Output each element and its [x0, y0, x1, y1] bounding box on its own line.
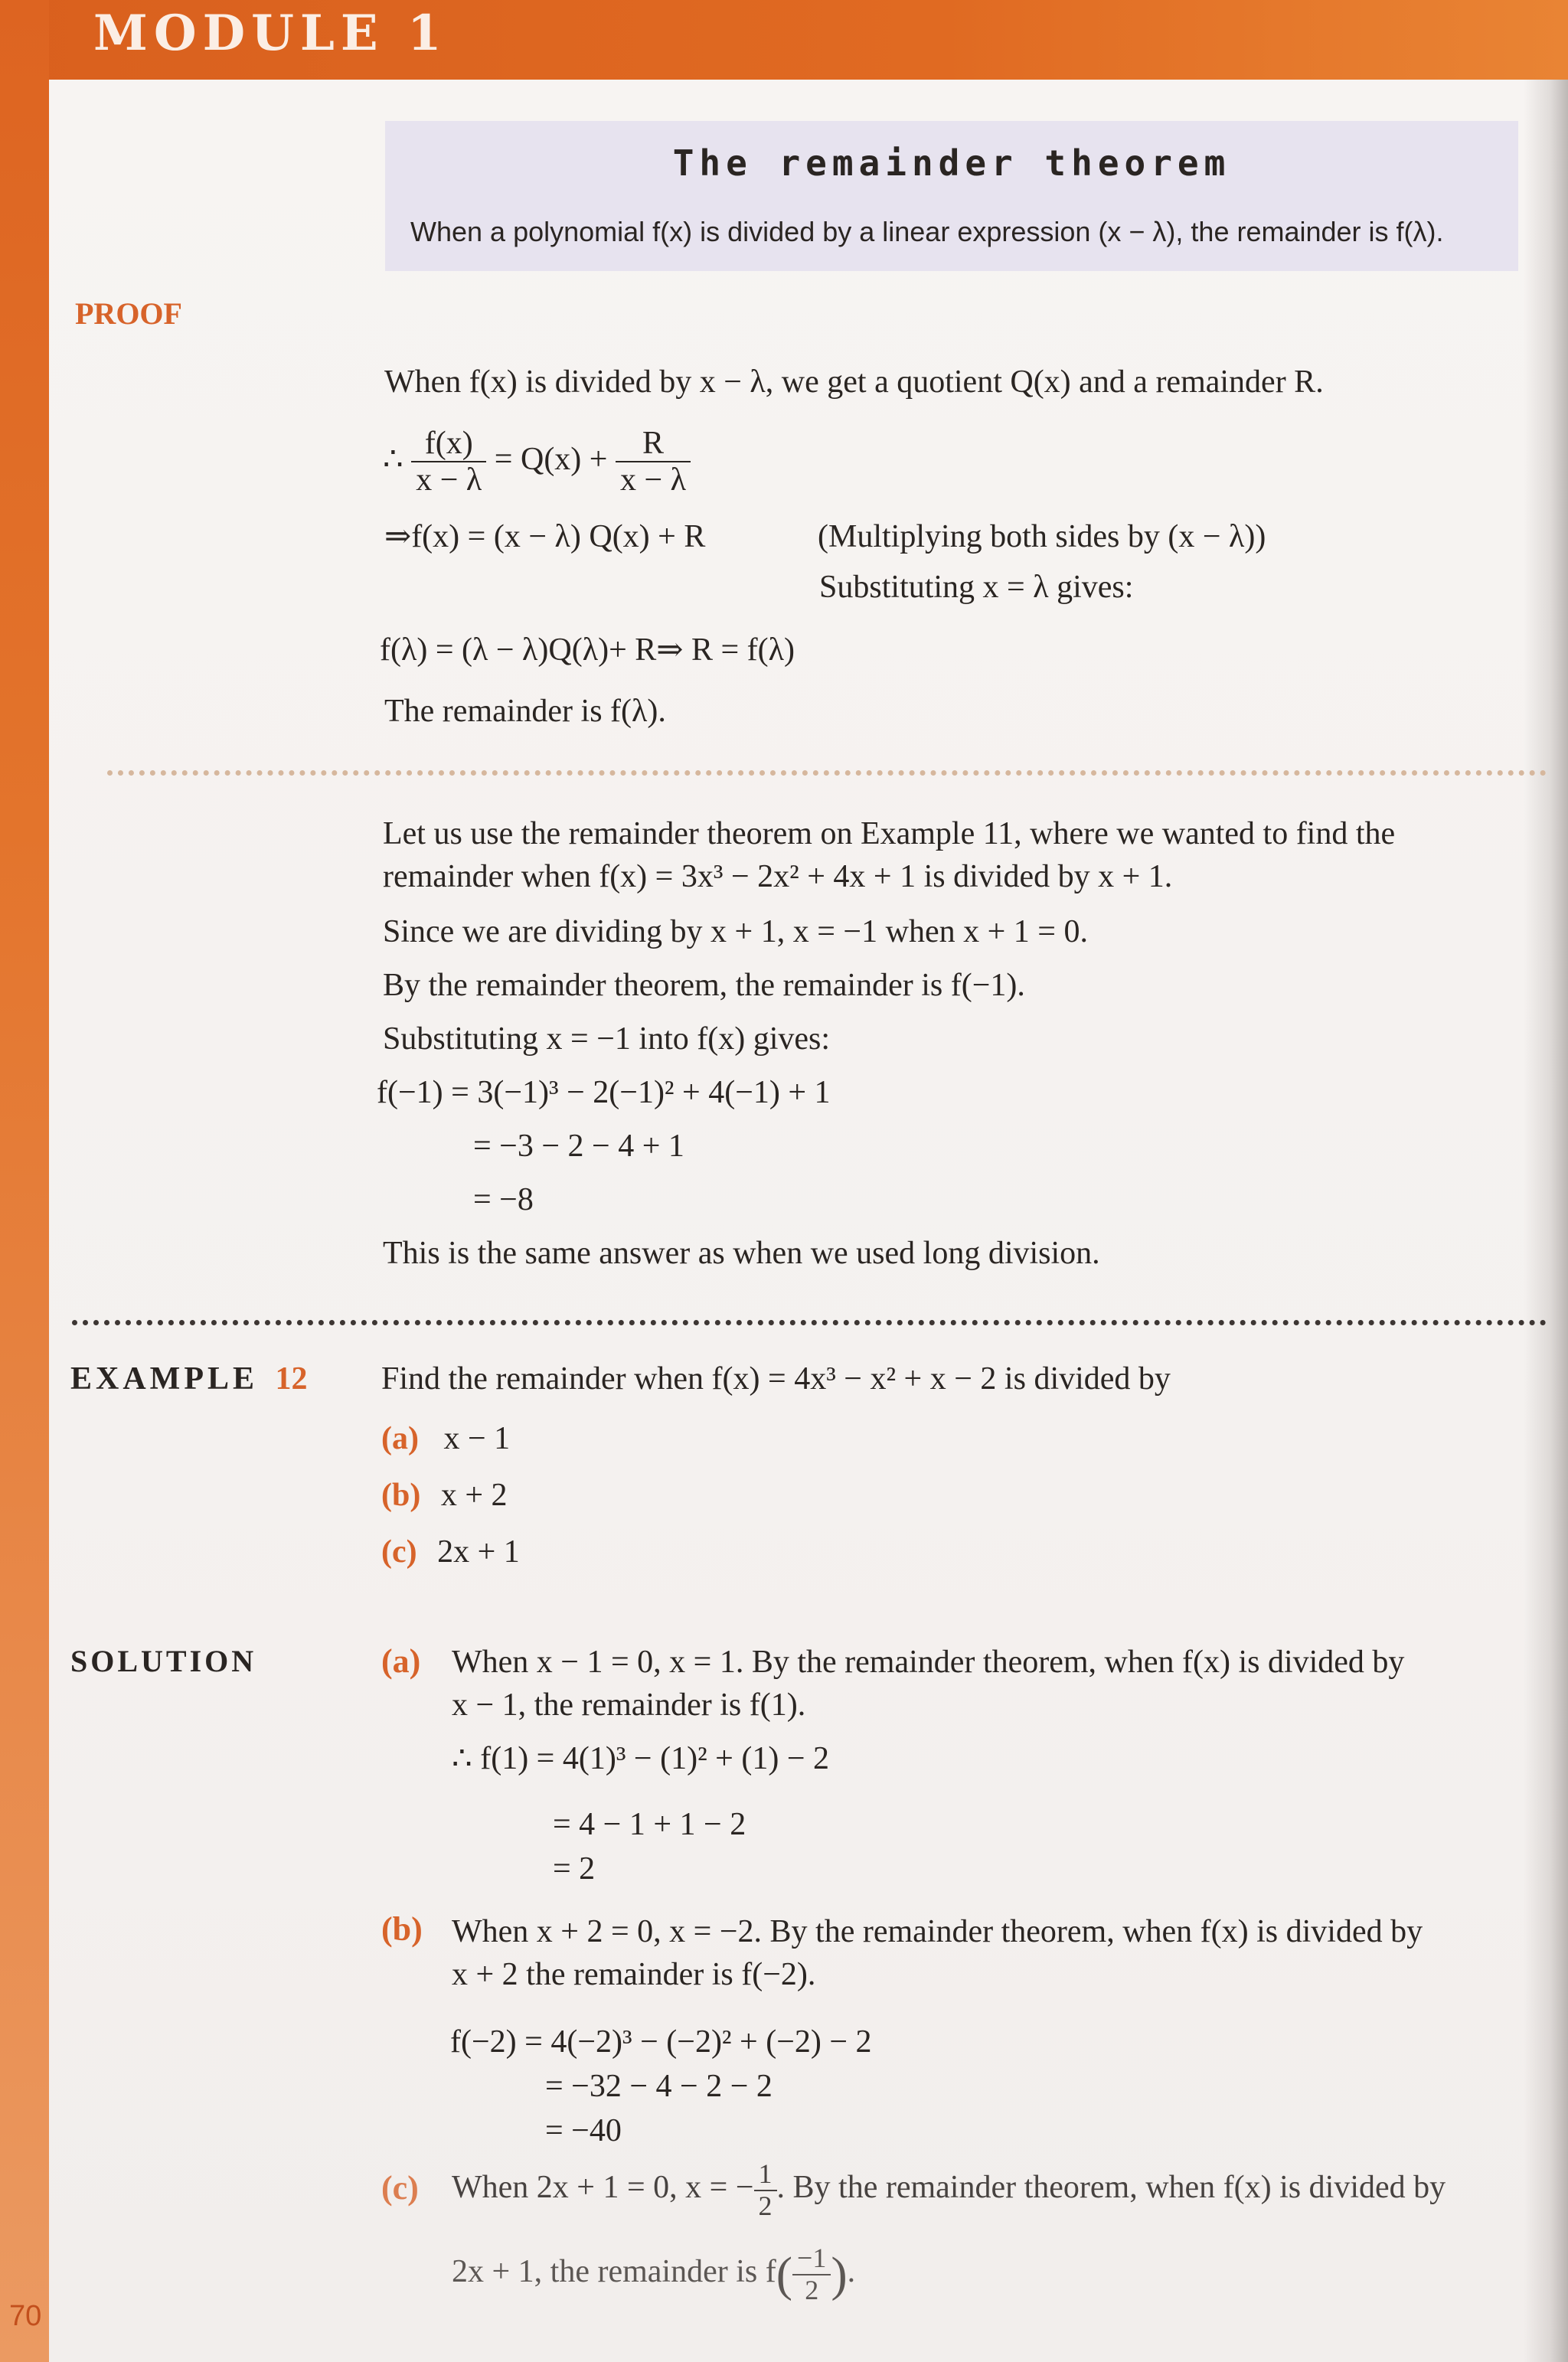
proof-line-1: When f(x) is divided by x − λ, we get a quotient Q(x) and a remainder R.	[384, 364, 1324, 400]
theorem-title: The remainder theorem	[672, 142, 1231, 184]
dotted-divider-dark	[72, 1320, 1547, 1325]
fraction-denominator: x − λ	[416, 462, 482, 498]
application-line-6: f(−1) = 3(−1)³ − 2(−1)² + 4(−1) + 1	[377, 1075, 831, 1110]
page-number: 70	[9, 2300, 42, 2332]
example-label: EXAMPLE	[70, 1361, 258, 1397]
solution-b-line-2: x + 2 the remainder is f(−2).	[452, 1957, 816, 1992]
part-label: (a)	[381, 1421, 419, 1456]
application-line-4: By the remainder theorem, the remainder is f(−1).	[383, 968, 1025, 1003]
fraction-numerator: R	[616, 426, 691, 462]
right-paren: )	[831, 2246, 848, 2302]
solution-c-line-2-start: 2x + 1, the remainder is f	[452, 2254, 776, 2290]
solution-c-line-1	[452, 2159, 1446, 2221]
example-part-b	[381, 1479, 508, 1511]
fraction-numerator: 1	[754, 2159, 777, 2191]
fraction-numerator: f(x)	[411, 426, 486, 462]
page-paper	[49, 80, 1568, 2362]
proof-note-1: (Multiplying both sides by (x − λ))	[818, 519, 1266, 554]
part-label: (c)	[381, 1534, 417, 1570]
fraction-numerator: −1	[792, 2243, 831, 2275]
part-text: 2x + 1	[437, 1534, 520, 1570]
solution-c-line-2-end: .	[847, 2254, 856, 2290]
fraction-one-half	[754, 2159, 777, 2221]
example-number: 12	[275, 1361, 308, 1397]
solution-c-label: (c)	[381, 2169, 419, 2207]
fraction-r-over-x-minus-lambda	[616, 426, 691, 498]
solution-a-line-5: = 2	[553, 1851, 596, 1887]
solution-c-line-2	[452, 2243, 855, 2305]
solution-c-line-1-start: When 2x + 1 = 0, x = −	[452, 2170, 754, 2206]
example-heading	[70, 1363, 308, 1395]
proof-line-4: f(λ) = (λ − λ)Q(λ)+ R⇒ R = f(λ)	[380, 632, 795, 668]
proof-line-3: ⇒f(x) = (x − λ) Q(x) + R	[384, 519, 706, 554]
page-edge-shadow	[1524, 80, 1568, 2362]
dotted-divider	[107, 770, 1547, 776]
solution-a-label: (a)	[381, 1642, 421, 1680]
application-line-2: remainder when f(x) = 3x³ − 2x² + 4x + 1 is divided by x + 1.	[383, 859, 1173, 894]
example-part-c	[381, 1536, 520, 1568]
application-line-9: This is the same answer as when we used long division.	[383, 1236, 1100, 1271]
proof-note-2: Substituting x = λ gives:	[819, 570, 1134, 605]
left-color-bar	[0, 0, 49, 2362]
fraction-minus-one-half	[792, 2243, 831, 2305]
example-prompt: Find the remainder when f(x) = 4x³ − x² + x − 2 is divided by	[381, 1361, 1171, 1397]
part-label: (b)	[381, 1478, 421, 1513]
solution-b-line-4: = −32 − 4 − 2 − 2	[545, 2069, 773, 2104]
left-paren: (	[776, 2246, 793, 2302]
application-line-8: = −8	[473, 1182, 534, 1217]
proof-fraction-equation	[383, 426, 691, 498]
example-part-a	[381, 1423, 510, 1455]
solution-b-label: (b)	[381, 1910, 423, 1948]
fraction-denominator: x − λ	[619, 462, 687, 498]
equation-middle: = Q(x) +	[494, 441, 608, 477]
application-line-3: Since we are dividing by x + 1, x = −1 when x + 1 = 0.	[383, 914, 1088, 949]
solution-b-line-1: When x + 2 = 0, x = −2. By the remainder theorem, when f(x) is divided by	[452, 1914, 1423, 1949]
application-line-5: Substituting x = −1 into f(x) gives:	[383, 1021, 831, 1057]
theorem-statement: When a polynomial f(x) is divided by a linear expression (x − λ), the remainder is f(λ).	[410, 216, 1444, 247]
solution-a-line-4: = 4 − 1 + 1 − 2	[553, 1807, 746, 1842]
proof-line-5: The remainder is f(λ).	[384, 694, 666, 729]
therefore-symbol: ∴	[383, 441, 403, 477]
solution-a-line-1: When x − 1 = 0, x = 1. By the remainder theorem, when f(x) is divided by	[452, 1645, 1405, 1680]
solution-label: SOLUTION	[70, 1644, 257, 1678]
solution-a-line-3: ∴ f(1) = 4(1)³ − (1)² + (1) − 2	[452, 1741, 830, 1776]
application-line-7: = −3 − 2 − 4 + 1	[473, 1129, 684, 1164]
part-text: x + 2	[440, 1478, 508, 1513]
application-line-1: Let us use the remainder theorem on Example 11, where we wanted to find the	[383, 816, 1396, 851]
solution-b-line-5: = −40	[545, 2113, 622, 2148]
solution-a-line-2: x − 1, the remainder is f(1).	[452, 1687, 806, 1723]
proof-label: PROOF	[75, 296, 182, 331]
solution-b-line-3: f(−2) = 4(−2)³ − (−2)² + (−2) − 2	[450, 2024, 872, 2060]
fraction-fx-over-x-minus-lambda	[411, 426, 486, 498]
module-title: MODULE 1	[93, 5, 448, 62]
fraction-denominator: 2	[758, 2190, 773, 2221]
fraction-denominator: 2	[805, 2274, 819, 2305]
part-text: x − 1	[443, 1421, 511, 1456]
solution-c-line-1-end: . By the remainder theorem, when f(x) is divided by	[776, 2170, 1446, 2206]
